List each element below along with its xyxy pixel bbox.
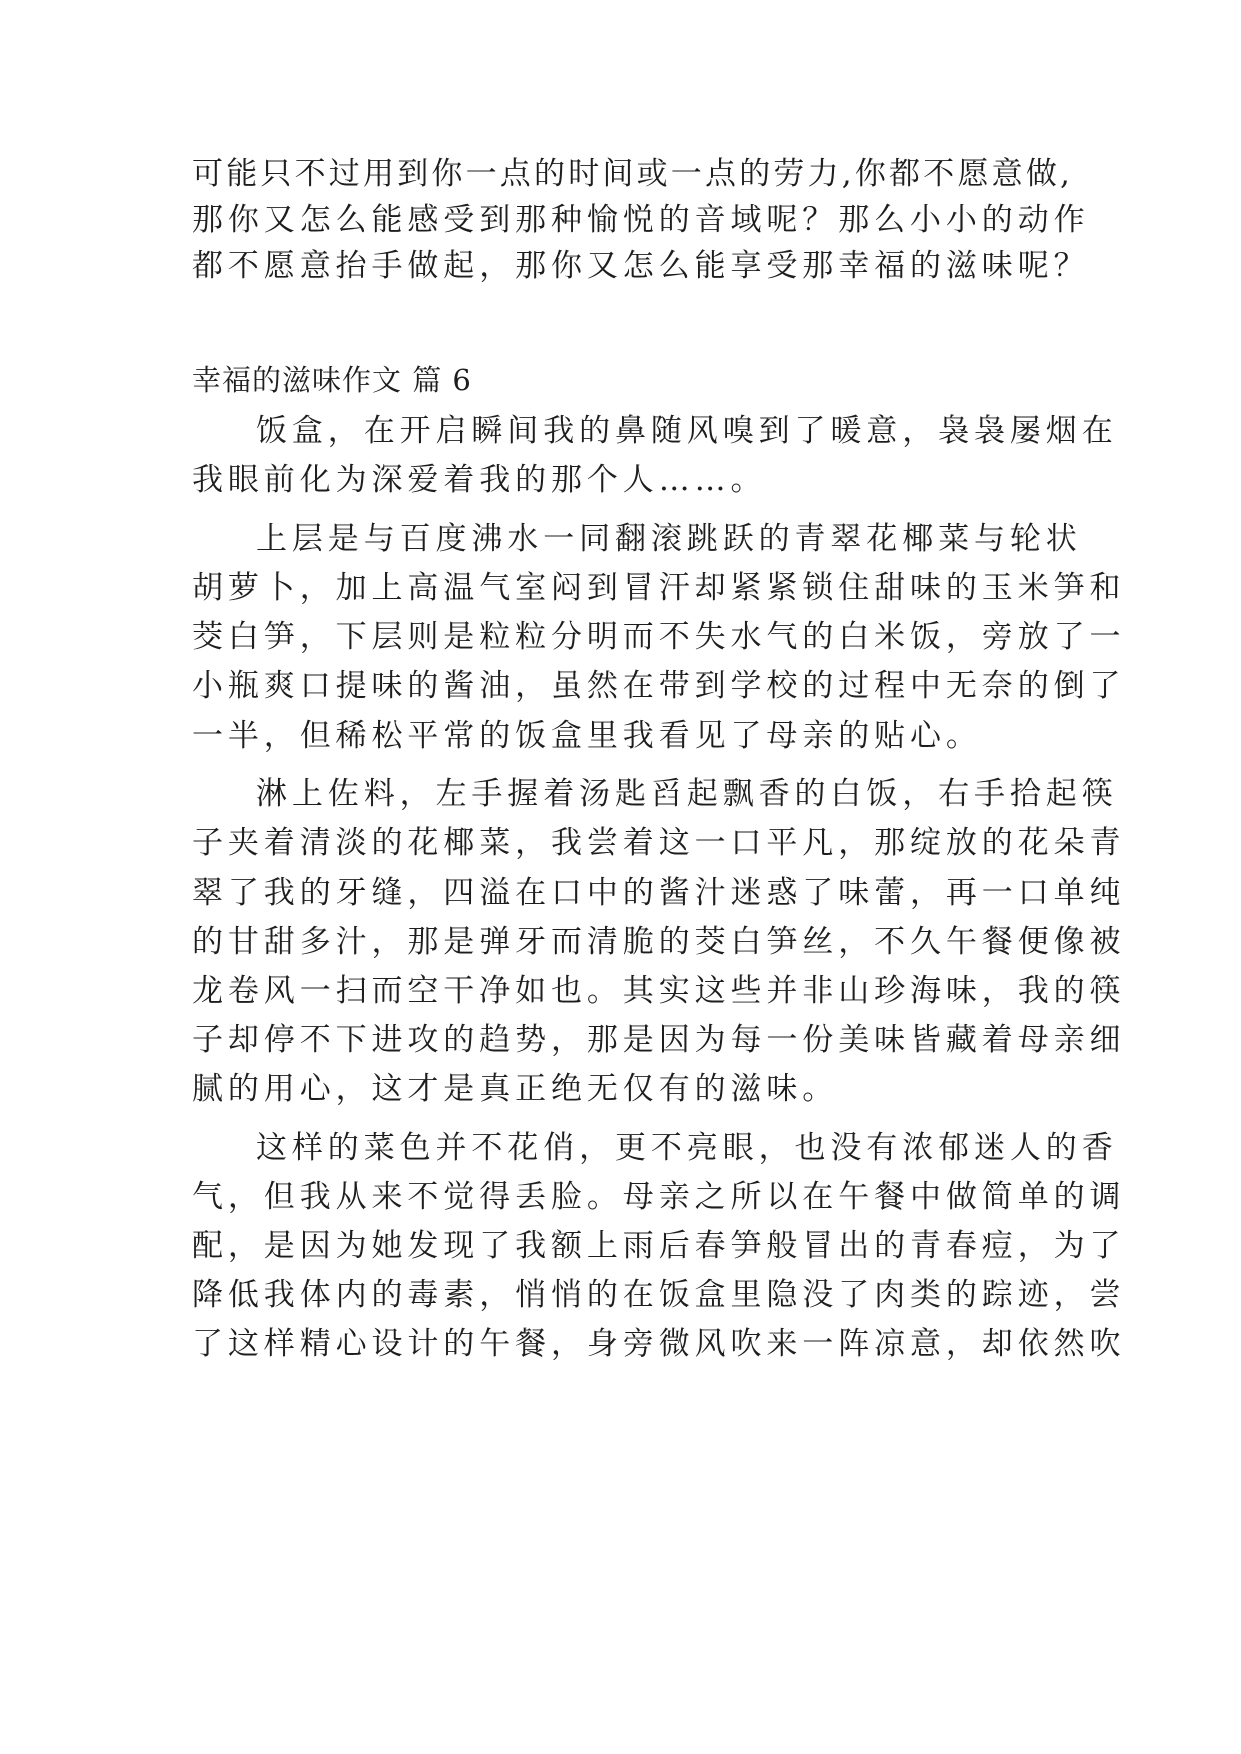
text-line: 一半，但稀松平常的饭盒里我看见了母亲的贴心。 [192,718,982,754]
text-line: 子却停不下进攻的趋势，那是因为每一份美味皆藏着母亲细 [192,1022,1126,1058]
text-line: 气，但我从来不觉得丢脸。母亲之所以在午餐中做简单的调 [192,1179,1126,1215]
text-line: 胡萝卜，加上高温气室闷到冒汗却紧紧锁住甜味的玉米笋和 [192,570,1126,606]
text-line: 了这样精心设计的午餐，身旁微风吹来一阵凉意，却依然吹 [192,1326,1126,1362]
text-line: 配，是因为她发现了我额上雨后春笋般冒出的青春痘，为了 [192,1228,1126,1264]
text-line: 腻的用心，这才是真正绝无仅有的滋味。 [192,1071,839,1107]
text-line: 饭盒，在开启瞬间我的鼻随风嗅到了暖意，袅袅屡烟在 [256,413,1118,449]
text-line: 这样的菜色并不花俏，更不亮眼，也没有浓郁迷人的香 [256,1130,1118,1166]
text-line: 小瓶爽口提味的酱油，虽然在带到学校的过程中无奈的倒了 [192,668,1126,704]
text-line: 龙卷风一扫而空干净如也。其实这些并非山珍海味，我的筷 [192,973,1126,1009]
text-line: 降低我体内的毒素，悄悄的在饭盒里隐没了肉类的踪迹，尝 [192,1277,1126,1313]
text-line: 上层是与百度沸水一同翻滚跳跃的青翠花椰菜与轮状 [256,521,1082,557]
text-line: 子夹着清淡的花椰菜，我尝着这一口平凡，那绽放的花朵青 [192,825,1126,861]
text-line: 翠了我的牙缝，四溢在口中的酱汁迷惑了味蕾，再一口单纯 [192,875,1126,911]
text-line: 淋上佐料，左手握着汤匙舀起飘香的白饭，右手拾起筷 [256,776,1118,812]
text-line: 可能只不过用到你一点的时间或一点的劳力,你都不愿意做, [192,156,1074,192]
text-line: 茭白笋，下层则是粒粒分明而不失水气的白米饭，旁放了一 [192,619,1126,655]
text-line: 那你又怎么能感受到那种愉悦的音域呢？那么小小的动作 [192,202,1090,238]
text-line: 我眼前化为深爱着我的那个人……。 [192,462,767,498]
section-heading: 幸福的滋味作文 篇 6 [192,363,472,397]
text-line: 的甘甜多汁，那是弹牙而清脆的茭白笋丝，不久午餐便像被 [192,924,1126,960]
text-line: 都不愿意抬手做起，那你又怎么能享受那幸福的滋味呢？ [192,248,1090,284]
